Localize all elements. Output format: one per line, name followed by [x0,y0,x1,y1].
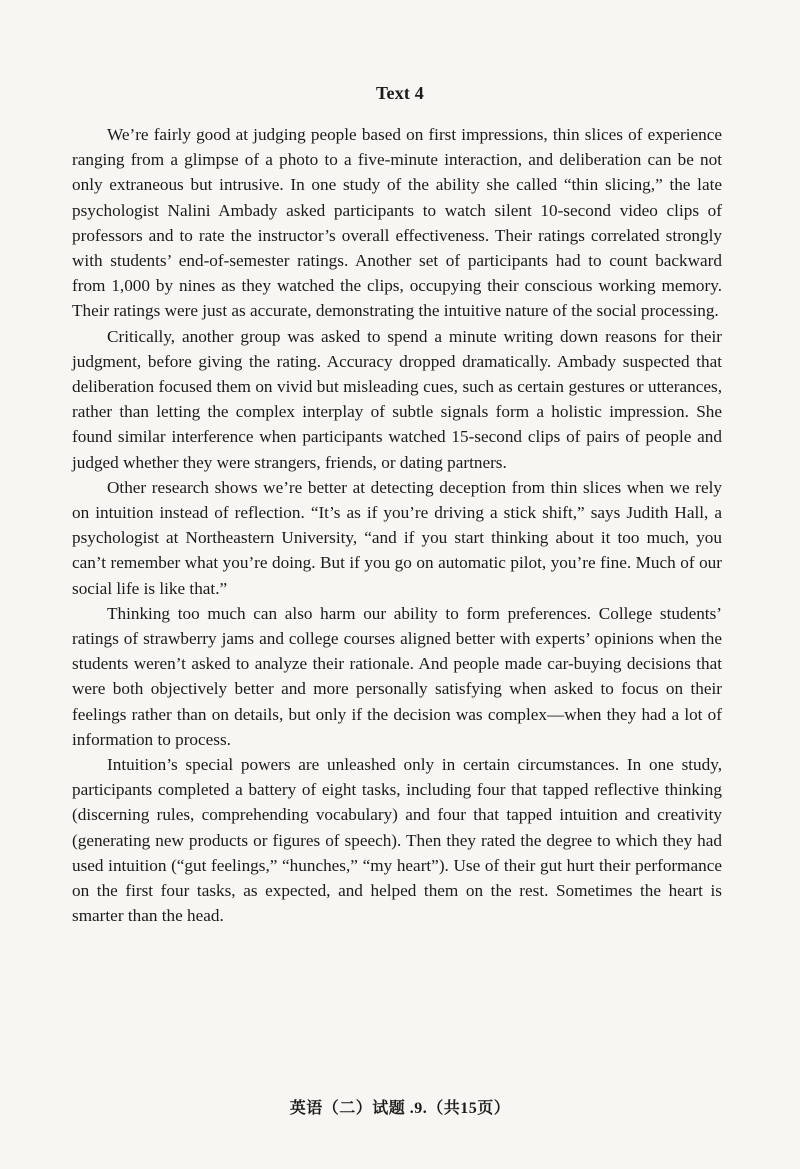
paragraph-5: Intuition’s special powers are unleashed only in certain circumstances. In one study, participants completed a battery of eight tasks, including four that tapped reflective thinking (discerning rules, comprehending vocabulary) and four that tapped intuition and creativity (generating new products or figures of speech). Then they rated the degree to which they had used intuition (“gut feelings,” “hunches,” “my heart”). Use of their gut hurt their performance on the first four tasks, as expected, and helped them on the rest. Sometimes the heart is smarter than the head. [72,755,722,926]
paragraph-2: Critically, another group was asked to spend a minute writing down reasons for their judgment, before giving the rating. Accuracy dropped dramatically. Ambady suspected that deliberation focused them on vivid but misleading cues, such as certain gestures or utterances, rather than letting the complex interplay of subtle signals form a holistic impression. She found similar interference when participants watched 15-second clips of pairs of people and judged whether they were strangers, friends, or dating partners. [72,326,722,472]
paragraph-4: Thinking too much can also harm our ability to form preferences. College students’ ratings of strawberry jams and college courses aligned better with experts’ opinions when the students weren’t asked to analyze their rationale. And people made car-buying decisions that were both objectively better and more personally satisfying when asked to focus on their feelings rather than on details, but only if the decision was complex—when they had a lot of information to process. [72,603,722,749]
paragraph-1: We’re fairly good at judging people based on first impressions, thin slices of experience ranging from a glimpse of a photo to a five-minute interaction, and deliberation can be not only extraneous but intrusive. In one study of the ability she called “thin slicing,” the late psychologist Nalini Ambady asked participants to watch silent 10-second video clips of professors and to rate the instructor’s overall effectiveness. Their ratings correlated strongly with students’ end-of-semester ratings. Another set of participants had to count backward from 1,000 by nines as they watched the clips, occupying their conscious working memory. Their ratings were just as accurate, demonstrating the intuitive nature of the social processing. [72,125,722,321]
passage-body [72,122,722,929]
paragraph-3: Other research shows we’re better at detecting deception from thin slices when we rely on intuition instead of reflection. “It’s as if you’re driving a stick shift,” says Judith Hall, a psychologist at Northeastern University, “and if you start thinking about it too much, you can’t remember what you’re doing. But if you go on automatic pilot, you’re fine. Much of our social life is like that.” [72,477,722,598]
passage-title: Text 4 [375,83,425,103]
page-footer: 英语（二）试题 .9.（共15页） [289,1100,511,1117]
